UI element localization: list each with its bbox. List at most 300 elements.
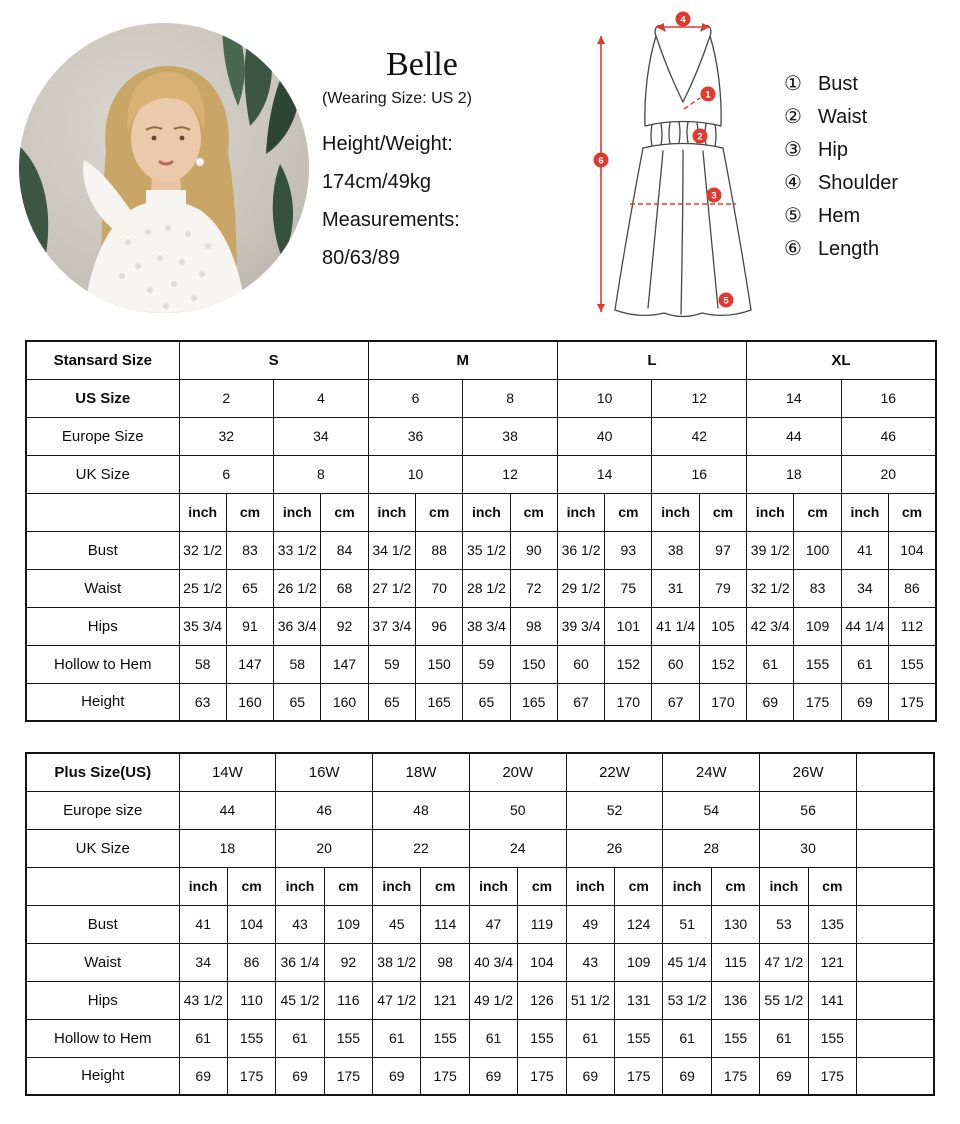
measurement-value: 36 3/4 bbox=[274, 607, 321, 645]
measurement-value: 47 1/2 bbox=[760, 943, 808, 981]
unit-header: inch bbox=[179, 867, 227, 905]
empty-cell bbox=[856, 905, 934, 943]
svg-text:5: 5 bbox=[723, 295, 729, 307]
measurement-value: 119 bbox=[518, 905, 566, 943]
size-value: 46 bbox=[276, 791, 373, 829]
unit-header: cm bbox=[605, 493, 652, 531]
size-group-header: 24W bbox=[663, 753, 760, 791]
measurement-value: 130 bbox=[711, 905, 759, 943]
measurement-value: 34 bbox=[179, 943, 227, 981]
length-arrow bbox=[597, 36, 605, 312]
measurement-value: 63 bbox=[179, 683, 226, 721]
circled-2-icon: ② bbox=[784, 106, 802, 128]
measurement-value: 68 bbox=[321, 569, 368, 607]
legend-item-length bbox=[784, 239, 898, 259]
measurement-value: 98 bbox=[510, 607, 557, 645]
measurement-value: 44 1/4 bbox=[841, 607, 888, 645]
marker-length bbox=[594, 153, 609, 168]
svg-text:1: 1 bbox=[705, 89, 711, 101]
marker-hem bbox=[719, 293, 734, 308]
measurement-value: 175 bbox=[889, 683, 936, 721]
measurement-value: 116 bbox=[324, 981, 372, 1019]
measurement-value: 55 1/2 bbox=[760, 981, 808, 1019]
marker-waist bbox=[693, 129, 708, 144]
measurement-value: 67 bbox=[652, 683, 699, 721]
measurement-value: 47 1/2 bbox=[373, 981, 421, 1019]
row-label: Hollow to Hem bbox=[26, 1019, 179, 1057]
size-value: 2 bbox=[179, 379, 274, 417]
measurement-value: 126 bbox=[518, 981, 566, 1019]
measurement-value: 88 bbox=[416, 531, 463, 569]
row-label: UK Size bbox=[26, 829, 179, 867]
size-group-header: 20W bbox=[469, 753, 566, 791]
measurement-row bbox=[26, 683, 936, 721]
measurement-value: 37 3/4 bbox=[368, 607, 415, 645]
measurement-value: 150 bbox=[416, 645, 463, 683]
measurement-value: 34 1/2 bbox=[368, 531, 415, 569]
empty-cell bbox=[856, 753, 934, 791]
measurement-value: 36 1/4 bbox=[276, 943, 324, 981]
model-photo bbox=[18, 22, 310, 314]
measurement-value: 61 bbox=[373, 1019, 421, 1057]
size-value: 40 bbox=[557, 417, 652, 455]
measurement-value: 110 bbox=[227, 981, 275, 1019]
size-group-header: 14W bbox=[179, 753, 276, 791]
empty-cell bbox=[856, 981, 934, 1019]
measurement-value: 29 1/2 bbox=[557, 569, 604, 607]
units-row bbox=[26, 493, 936, 531]
measurement-value: 61 bbox=[469, 1019, 517, 1057]
unit-header: inch bbox=[566, 867, 614, 905]
marker-shoulder bbox=[676, 12, 691, 27]
wearing-size: (Wearing Size: US 2) bbox=[322, 90, 472, 107]
measurement-value: 47 bbox=[469, 905, 517, 943]
size-group-header: XL bbox=[747, 341, 936, 379]
measurement-value: 69 bbox=[179, 1057, 227, 1095]
size-group-header: 22W bbox=[566, 753, 663, 791]
measurement-value: 160 bbox=[321, 683, 368, 721]
measurement-value: 69 bbox=[760, 1057, 808, 1095]
measurement-value: 147 bbox=[226, 645, 273, 683]
measurement-value: 51 bbox=[663, 905, 711, 943]
measurements-value: 80/63/89 bbox=[322, 247, 400, 269]
measurement-value: 104 bbox=[518, 943, 566, 981]
unit-header: cm bbox=[226, 493, 273, 531]
measurement-value: 28 1/2 bbox=[463, 569, 510, 607]
height-weight-label: Height/Weight: bbox=[322, 133, 453, 155]
unit-header: cm bbox=[510, 493, 557, 531]
row-label: Bust bbox=[26, 905, 179, 943]
measurement-value: 43 bbox=[276, 905, 324, 943]
circled-4-icon: ④ bbox=[784, 172, 802, 194]
measurement-value: 170 bbox=[699, 683, 746, 721]
unit-header: cm bbox=[321, 493, 368, 531]
measurement-value: 92 bbox=[324, 943, 372, 981]
size-value: 54 bbox=[663, 791, 760, 829]
measurement-value: 49 bbox=[566, 905, 614, 943]
size-value: 16 bbox=[841, 379, 936, 417]
measurement-value: 53 1/2 bbox=[663, 981, 711, 1019]
legend-item-bust bbox=[784, 74, 898, 94]
measurement-value: 61 bbox=[760, 1019, 808, 1057]
measurement-value: 170 bbox=[605, 683, 652, 721]
measurement-value: 101 bbox=[605, 607, 652, 645]
measurement-value: 104 bbox=[227, 905, 275, 943]
measurement-value: 104 bbox=[889, 531, 936, 569]
measurement-value: 65 bbox=[226, 569, 273, 607]
size-value: 30 bbox=[760, 829, 857, 867]
measurement-value: 31 bbox=[652, 569, 699, 607]
dress-sketch bbox=[588, 10, 778, 330]
circled-1-icon: ① bbox=[784, 73, 802, 95]
row-label bbox=[26, 867, 179, 905]
unit-header: inch bbox=[274, 493, 321, 531]
empty-cell bbox=[856, 1019, 934, 1057]
size-group-header: L bbox=[557, 341, 746, 379]
measurement-value: 58 bbox=[179, 645, 226, 683]
size-value: 50 bbox=[469, 791, 566, 829]
measurement-value: 84 bbox=[321, 531, 368, 569]
measurement-value: 93 bbox=[605, 531, 652, 569]
measurement-value: 152 bbox=[605, 645, 652, 683]
measurement-value: 155 bbox=[227, 1019, 275, 1057]
size-value: 24 bbox=[469, 829, 566, 867]
table-title: Plus Size(US) bbox=[26, 753, 179, 791]
measurement-row bbox=[26, 531, 936, 569]
measurement-value: 61 bbox=[566, 1019, 614, 1057]
measurement-value: 152 bbox=[699, 645, 746, 683]
row-label: Waist bbox=[26, 569, 179, 607]
measurement-value: 58 bbox=[274, 645, 321, 683]
units-row bbox=[26, 867, 934, 905]
unit-header: cm bbox=[324, 867, 372, 905]
measurement-value: 79 bbox=[699, 569, 746, 607]
unit-header: inch bbox=[663, 867, 711, 905]
size-value: 22 bbox=[373, 829, 470, 867]
unit-header: cm bbox=[615, 867, 663, 905]
measurement-value: 114 bbox=[421, 905, 469, 943]
row-label bbox=[26, 493, 179, 531]
measurement-value: 141 bbox=[808, 981, 856, 1019]
dress-diagram bbox=[588, 10, 778, 330]
measurements-label: Measurements: bbox=[322, 209, 460, 231]
measurement-value: 155 bbox=[794, 645, 841, 683]
measurement-value: 69 bbox=[276, 1057, 324, 1095]
measurement-value: 38 1/2 bbox=[373, 943, 421, 981]
measurement-value: 61 bbox=[747, 645, 794, 683]
measurement-value: 61 bbox=[276, 1019, 324, 1057]
unit-header: inch bbox=[179, 493, 226, 531]
size-value: 4 bbox=[274, 379, 369, 417]
legend-label: Hip bbox=[817, 139, 848, 161]
measurement-value: 121 bbox=[421, 981, 469, 1019]
measurement-value: 97 bbox=[699, 531, 746, 569]
measurement-value: 59 bbox=[463, 645, 510, 683]
measurement-value: 72 bbox=[510, 569, 557, 607]
legend-item-hip bbox=[784, 140, 898, 160]
size-value: 20 bbox=[841, 455, 936, 493]
row-label: Europe size bbox=[26, 791, 179, 829]
measurement-value: 147 bbox=[321, 645, 368, 683]
size-value: 46 bbox=[841, 417, 936, 455]
row-label: Hips bbox=[26, 981, 179, 1019]
measurement-value: 86 bbox=[889, 569, 936, 607]
measurement-value: 105 bbox=[699, 607, 746, 645]
measurement-value: 61 bbox=[179, 1019, 227, 1057]
measurement-value: 175 bbox=[324, 1057, 372, 1095]
marker-hip bbox=[707, 188, 722, 203]
size-group-row bbox=[26, 341, 936, 379]
measurement-value: 65 bbox=[274, 683, 321, 721]
measurement-value: 90 bbox=[510, 531, 557, 569]
size-value: 26 bbox=[566, 829, 663, 867]
legend-label: Length bbox=[817, 238, 880, 260]
measurement-value: 43 1/2 bbox=[179, 981, 227, 1019]
row-label: UK Size bbox=[26, 455, 179, 493]
unit-header: cm bbox=[794, 493, 841, 531]
size-value: 52 bbox=[566, 791, 663, 829]
measurement-value: 69 bbox=[469, 1057, 517, 1095]
row-label: Hips bbox=[26, 607, 179, 645]
unit-header: inch bbox=[463, 493, 510, 531]
measurement-value: 39 3/4 bbox=[557, 607, 604, 645]
measurement-value: 42 3/4 bbox=[747, 607, 794, 645]
measurement-value: 49 1/2 bbox=[469, 981, 517, 1019]
measurement-value: 109 bbox=[794, 607, 841, 645]
unit-header: inch bbox=[373, 867, 421, 905]
measurement-value: 60 bbox=[652, 645, 699, 683]
size-value: 44 bbox=[747, 417, 842, 455]
measurement-value: 45 bbox=[373, 905, 421, 943]
size-value: 48 bbox=[373, 791, 470, 829]
size-group-header: M bbox=[368, 341, 557, 379]
size-group-row bbox=[26, 753, 934, 791]
measurement-value: 65 bbox=[463, 683, 510, 721]
table-title: Stansard Size bbox=[26, 341, 179, 379]
measurement-row bbox=[26, 981, 934, 1019]
measurement-value: 43 bbox=[566, 943, 614, 981]
dress-outline bbox=[615, 26, 751, 317]
size-value: 18 bbox=[179, 829, 276, 867]
row-label: US Size bbox=[26, 379, 179, 417]
size-value: 56 bbox=[760, 791, 857, 829]
size-value: 32 bbox=[179, 417, 274, 455]
measurement-value: 45 1/4 bbox=[663, 943, 711, 981]
measurement-value: 59 bbox=[368, 645, 415, 683]
measurement-row bbox=[26, 607, 936, 645]
unit-header: inch bbox=[557, 493, 604, 531]
measurement-value: 26 1/2 bbox=[274, 569, 321, 607]
measurement-value: 175 bbox=[808, 1057, 856, 1095]
row-label: Waist bbox=[26, 943, 179, 981]
measurement-value: 34 bbox=[841, 569, 888, 607]
measurement-legend bbox=[784, 74, 898, 272]
row-label: Hollow to Hem bbox=[26, 645, 179, 683]
measurement-value: 83 bbox=[226, 531, 273, 569]
measurement-value: 45 1/2 bbox=[276, 981, 324, 1019]
unit-header: inch bbox=[841, 493, 888, 531]
measurement-value: 165 bbox=[510, 683, 557, 721]
legend-label: Hem bbox=[817, 205, 861, 227]
size-value: 44 bbox=[179, 791, 276, 829]
circled-5-icon: ⑤ bbox=[784, 205, 802, 227]
measurement-value: 155 bbox=[518, 1019, 566, 1057]
measurement-value: 124 bbox=[615, 905, 663, 943]
measurement-value: 175 bbox=[794, 683, 841, 721]
measurement-value: 155 bbox=[889, 645, 936, 683]
legend-item-hem bbox=[784, 206, 898, 226]
measurement-row bbox=[26, 1057, 934, 1095]
size-value: 8 bbox=[274, 455, 369, 493]
unit-header: cm bbox=[227, 867, 275, 905]
measurement-value: 69 bbox=[663, 1057, 711, 1095]
measurement-value: 61 bbox=[841, 645, 888, 683]
measurement-value: 109 bbox=[615, 943, 663, 981]
unit-header: cm bbox=[416, 493, 463, 531]
marker-bust bbox=[701, 87, 716, 102]
measurement-value: 115 bbox=[711, 943, 759, 981]
size-value: 8 bbox=[463, 379, 558, 417]
measurement-value: 175 bbox=[711, 1057, 759, 1095]
plus-size-table bbox=[25, 752, 935, 1096]
measurement-value: 155 bbox=[421, 1019, 469, 1057]
size-value: 6 bbox=[179, 455, 274, 493]
svg-text:3: 3 bbox=[711, 190, 717, 202]
empty-cell bbox=[856, 829, 934, 867]
measurement-value: 70 bbox=[416, 569, 463, 607]
size-value: 12 bbox=[463, 455, 558, 493]
unit-header: inch bbox=[760, 867, 808, 905]
unit-header: inch bbox=[368, 493, 415, 531]
measurement-value: 65 bbox=[368, 683, 415, 721]
unit-header: inch bbox=[276, 867, 324, 905]
size-conversion-row bbox=[26, 455, 936, 493]
legend-item-waist bbox=[784, 107, 898, 127]
measurement-value: 69 bbox=[747, 683, 794, 721]
measurement-value: 175 bbox=[615, 1057, 663, 1095]
measurement-value: 69 bbox=[373, 1057, 421, 1095]
measurement-value: 109 bbox=[324, 905, 372, 943]
measurement-value: 92 bbox=[321, 607, 368, 645]
size-group-header: 18W bbox=[373, 753, 470, 791]
size-conversion-row bbox=[26, 829, 934, 867]
unit-header: cm bbox=[518, 867, 566, 905]
measurement-value: 175 bbox=[421, 1057, 469, 1095]
size-value: 14 bbox=[747, 379, 842, 417]
measurement-value: 112 bbox=[889, 607, 936, 645]
measurement-value: 27 1/2 bbox=[368, 569, 415, 607]
measurement-value: 33 1/2 bbox=[274, 531, 321, 569]
circled-3-icon: ③ bbox=[784, 139, 802, 161]
unit-header: inch bbox=[469, 867, 517, 905]
model-photo-illustration bbox=[18, 22, 310, 314]
measurement-value: 155 bbox=[808, 1019, 856, 1057]
measurement-value: 41 bbox=[179, 905, 227, 943]
size-value: 42 bbox=[652, 417, 747, 455]
model-name: Belle bbox=[386, 46, 458, 83]
measurement-value: 136 bbox=[711, 981, 759, 1019]
bust-tick bbox=[684, 98, 700, 109]
standard-size-table bbox=[25, 340, 937, 722]
size-value: 28 bbox=[663, 829, 760, 867]
empty-cell bbox=[856, 791, 934, 829]
row-label: Europe Size bbox=[26, 417, 179, 455]
measurement-value: 38 bbox=[652, 531, 699, 569]
measurement-value: 155 bbox=[711, 1019, 759, 1057]
measurement-value: 86 bbox=[227, 943, 275, 981]
unit-header: cm bbox=[711, 867, 759, 905]
row-label: Height bbox=[26, 1057, 179, 1095]
size-group-header: 16W bbox=[276, 753, 373, 791]
measurement-value: 98 bbox=[421, 943, 469, 981]
measurement-value: 175 bbox=[518, 1057, 566, 1095]
legend-label: Shoulder bbox=[817, 172, 898, 194]
unit-header: cm bbox=[808, 867, 856, 905]
legend-label: Waist bbox=[817, 106, 868, 128]
measurement-row bbox=[26, 905, 934, 943]
measurement-value: 53 bbox=[760, 905, 808, 943]
size-value: 38 bbox=[463, 417, 558, 455]
svg-text:2: 2 bbox=[697, 131, 703, 143]
measurement-row bbox=[26, 1019, 934, 1057]
measurement-value: 35 1/2 bbox=[463, 531, 510, 569]
measurement-value: 35 3/4 bbox=[179, 607, 226, 645]
unit-header: cm bbox=[421, 867, 469, 905]
measurement-value: 91 bbox=[226, 607, 273, 645]
size-conversion-row bbox=[26, 791, 934, 829]
size-value: 36 bbox=[368, 417, 463, 455]
measurement-value: 25 1/2 bbox=[179, 569, 226, 607]
size-conversion-row bbox=[26, 379, 936, 417]
size-value: 18 bbox=[747, 455, 842, 493]
size-group-header: S bbox=[179, 341, 368, 379]
height-weight-value: 174cm/49kg bbox=[322, 171, 431, 193]
size-value: 10 bbox=[368, 455, 463, 493]
empty-cell bbox=[856, 867, 934, 905]
empty-cell bbox=[856, 943, 934, 981]
unit-header: inch bbox=[747, 493, 794, 531]
measurement-value: 150 bbox=[510, 645, 557, 683]
measurement-value: 155 bbox=[615, 1019, 663, 1057]
measurement-value: 131 bbox=[615, 981, 663, 1019]
size-conversion-row bbox=[26, 417, 936, 455]
measurement-value: 100 bbox=[794, 531, 841, 569]
measurement-value: 135 bbox=[808, 905, 856, 943]
unit-header: cm bbox=[889, 493, 936, 531]
measurement-value: 60 bbox=[557, 645, 604, 683]
measurement-value: 67 bbox=[557, 683, 604, 721]
size-value: 34 bbox=[274, 417, 369, 455]
measurement-row bbox=[26, 645, 936, 683]
row-label: Height bbox=[26, 683, 179, 721]
size-group-header: 26W bbox=[760, 753, 857, 791]
size-value: 10 bbox=[557, 379, 652, 417]
measurement-row bbox=[26, 943, 934, 981]
measurement-value: 121 bbox=[808, 943, 856, 981]
size-value: 6 bbox=[368, 379, 463, 417]
measurement-value: 32 1/2 bbox=[179, 531, 226, 569]
measurement-value: 36 1/2 bbox=[557, 531, 604, 569]
measurement-value: 39 1/2 bbox=[747, 531, 794, 569]
measurement-value: 41 bbox=[841, 531, 888, 569]
measurement-row bbox=[26, 569, 936, 607]
size-value: 12 bbox=[652, 379, 747, 417]
svg-text:4: 4 bbox=[680, 14, 686, 26]
measurement-value: 32 1/2 bbox=[747, 569, 794, 607]
unit-header: cm bbox=[699, 493, 746, 531]
measurement-value: 96 bbox=[416, 607, 463, 645]
measurement-value: 160 bbox=[226, 683, 273, 721]
